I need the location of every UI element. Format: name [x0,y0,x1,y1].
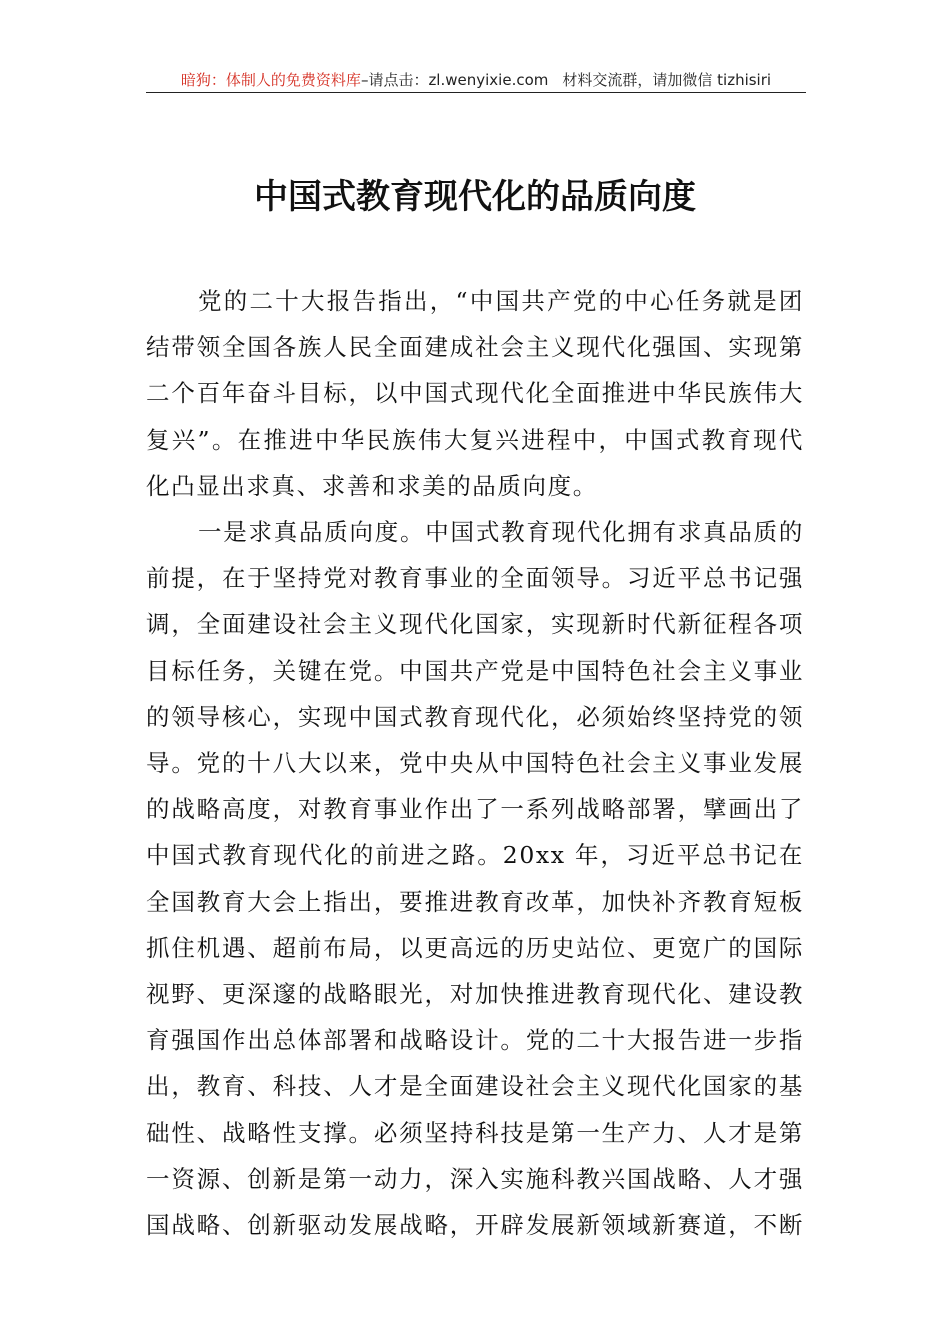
document-body [146,278,804,1248]
text-line: 结带领全国各族人民全面建成社会主义现代化强国、实现第 [146,333,804,362]
text-line: 一资源、创新是第一动力，深入实施科教兴国战略、人才强 [146,1164,804,1193]
text-line: 中国式教育现代化的前进之路。20xx 年，习近平总书记在 [146,841,804,870]
paragraph-2 [146,509,804,1248]
text-line: 全国教育大会上指出，要推进教育改革，加快补齐教育短板 [146,887,804,916]
text-line: 前提，在于坚持党对教育事业的全面领导。习近平总书记强 [146,564,804,593]
text-line: 育强国作出总体部署和战略设计。党的二十大报告进一步指 [146,1026,804,1055]
text-line: 导。党的十八大以来，党中央从中国特色社会主义事业发展 [146,749,804,778]
text-line: 的领导核心，实现中国式教育现代化，必须始终坚持党的领 [146,702,804,731]
page-header [146,68,806,93]
text-line: 抓住机遇、超前布局，以更高远的历史站位、更宽广的国际 [146,933,804,962]
text-line: 础性、战略性支撑。必须坚持科技是第一生产力、人才是第 [146,1118,804,1147]
text-line: 国战略、创新驱动发展战略，开辟发展新领域新赛道，不断 [146,1211,804,1240]
document-title: 中国式教育现代化的品质向度 [254,177,696,217]
text-line: 复兴”。在推进中华民族伟大复兴进程中，中国式教育现代 [146,425,804,454]
text-line: 目标任务，关键在党。中国共产党是中国特色社会主义事业 [146,656,804,685]
text-line: 二个百年奋斗目标，以中国式现代化全面推进中华民族伟大 [146,379,804,408]
text-line: 出，教育、科技、人才是全面建设社会主义现代化国家的基 [146,1072,804,1101]
text-line: 党的二十大报告指出，“中国共产党的中心任务就是团 [198,287,804,315]
header-contact-text: 材料交流群，请加微信 tizhisiri [562,71,772,89]
header-promo-text: 暗狗：体制人的免费资料库 [180,71,361,89]
paragraph-1 [146,278,804,509]
text-line: 化凸显出求真、求善和求美的品质向度。 [146,471,598,500]
text-line: 视野、更深邃的战略眼光，对加快推进教育现代化、建设教 [146,980,804,1009]
header-link-text[interactable]: –请点击：zl.wenyixie.com [360,71,549,89]
text-line: 的战略高度，对教育事业作出了一系列战略部署，擘画出了 [146,795,804,824]
text-line: 一是求真品质向度。中国式教育现代化拥有求真品质的 [198,518,804,547]
text-line: 调，全面建设社会主义现代化国家，实现新时代新征程各项 [146,610,804,639]
